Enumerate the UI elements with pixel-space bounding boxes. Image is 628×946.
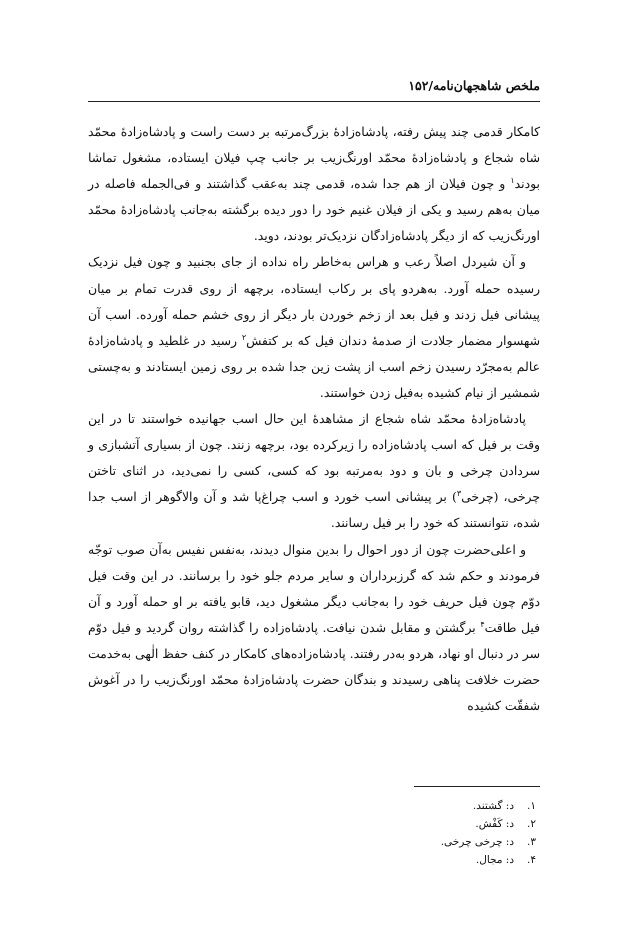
paragraph-4-text: و اعلی‌حضرت چون از دور احوال را بدین منوال دیدند، به‌نفس نفیس به‌آن صوب توجّه فرمودند و حکم شد که گرزبرداران و سایر مردم جلو خود را برسانند. در این وقت فیل دوّم چون فیل حریف خود را به‌جانب دیگر مشغول دید، قابو یافته بر او حمله آورد و آن فیل طاقت	[88, 541, 540, 635]
footnote-2	[88, 815, 536, 833]
footnote-ref-4: ۴	[480, 619, 485, 629]
paragraph-4	[88, 537, 540, 720]
footnote-ref-3: ۳	[456, 489, 462, 499]
footnote-ref-2: ۲	[241, 332, 247, 342]
footnote-number: ۴.	[527, 854, 536, 866]
paragraph-2-tail: رسید در غلطید و پادشاه‌زادهٔ عالم به‌مجرّد رسیدن زخم اسب از پشت زین جدا شده بر روی زمین ایستادند و به‌چستی شمشیر از نیام کشیده به‌فیل زدن خواستند.	[88, 332, 540, 400]
footnote-text: د: گشتند.	[472, 800, 514, 812]
paragraph-1-text: کامکار قدمی چند پیش رفته، پادشاه‌زادهٔ بزرگ‌مرتبه بر دست راست و پادشاه‌زادهٔ محمّد شاه شجاع و پادشاه‌زادهٔ محمّد اورنگ‌زیب بر جانب چپ فیلان ایستاده، مشغول تماشا بودند	[88, 124, 540, 192]
paragraph-3-text: پادشاه‌زادهٔ محمّد شاه شجاع از مشاهدهٔ این حال اسب جهانیده خواستند تا در این وقت بر فیل که اسب پادشاه‌زاده را زیرکرده بود، برچهه زنند. چون از بسیاری آتشبازی و سردادن چرخی و بان و دود به‌مرتبه بود که کسی، کسی را نمی‌دید، در اثنای تاختن چرخی، (چرخی	[88, 411, 540, 505]
paragraph-1	[88, 119, 540, 249]
paragraph-2	[88, 249, 540, 406]
paragraph-4-tail: برگشتن و مقابل شدن نیافت. پادشاه‌زاده را گذاشته روان گردید و فیل دوّم سر در دنبال او نهاد، هردو به‌در رفتند. پادشاه‌زاده‌های کامکار در کنف حفظ الٰهی به‌خدمت حضرت خلافت پناهی رسیدند و بندگان حضرت پادشاه‌زادهٔ محمّد اورنگ‌زیب را در آغوش شفقّت کشیده	[88, 619, 540, 714]
footnote-number: ۳.	[527, 836, 536, 848]
footnote-text: د: چرخی چرخی.	[440, 836, 514, 848]
footnote-1	[88, 797, 536, 815]
header-rule	[88, 101, 540, 102]
running-header: ملخص شاهجهان‌نامه/۱۵۲	[408, 78, 540, 93]
paragraph-3	[88, 406, 540, 536]
footnote-3	[88, 833, 536, 851]
footnote-text: د: مجال.	[475, 854, 514, 866]
footnote-ref-1: ۱	[510, 176, 515, 186]
footnote-text: د: کَفْش.	[475, 818, 514, 830]
footnote-number: ۲.	[527, 818, 536, 830]
footnote-number: ۱.	[527, 800, 536, 812]
paragraph-2-text: و آن شیردل اصلاً رعب و هراس به‌خاطر راه نداده از جای بجنبید و چون فیل نزدیک رسیده حمله آورد. به‌هردو پای بر رکاب ایستاده، برچهه از روی قدرت تمام بر میان پیشانی فیل زدند و فیل بعد از زخم خوردن بار دیگر از روی خشم حمله آورده. اسب آن شهسوار مضمار جلادت از صدمهٔ دندان فیل که بر کتفش	[88, 254, 540, 348]
footnote-rule	[414, 786, 540, 787]
footnote-4	[88, 851, 536, 869]
paragraph-3-tail: ) بر پیشانی اسب خورد و اسب چراغ‌پا شد و آن والاگوهر از اسب جدا شده، نتوانستند که خود را بر فیل رسانند.	[88, 489, 540, 531]
paragraph-1-tail: و چون فیلان از هم جدا شده، قدمی چند به‌عقب گذاشتند و فی‌الجمله فاصله در میان به‌هم رسید و یکی از فیلان غنیم خود را دور دیده برگشته به‌جانب پادشاه‌زادهٔ محمّد اورنگ‌زیب که از دیگر پادشاه‌زادگان نزدیک‌تر بودند، دوید.	[88, 176, 540, 244]
body-text	[88, 119, 540, 719]
footnotes	[88, 797, 536, 869]
